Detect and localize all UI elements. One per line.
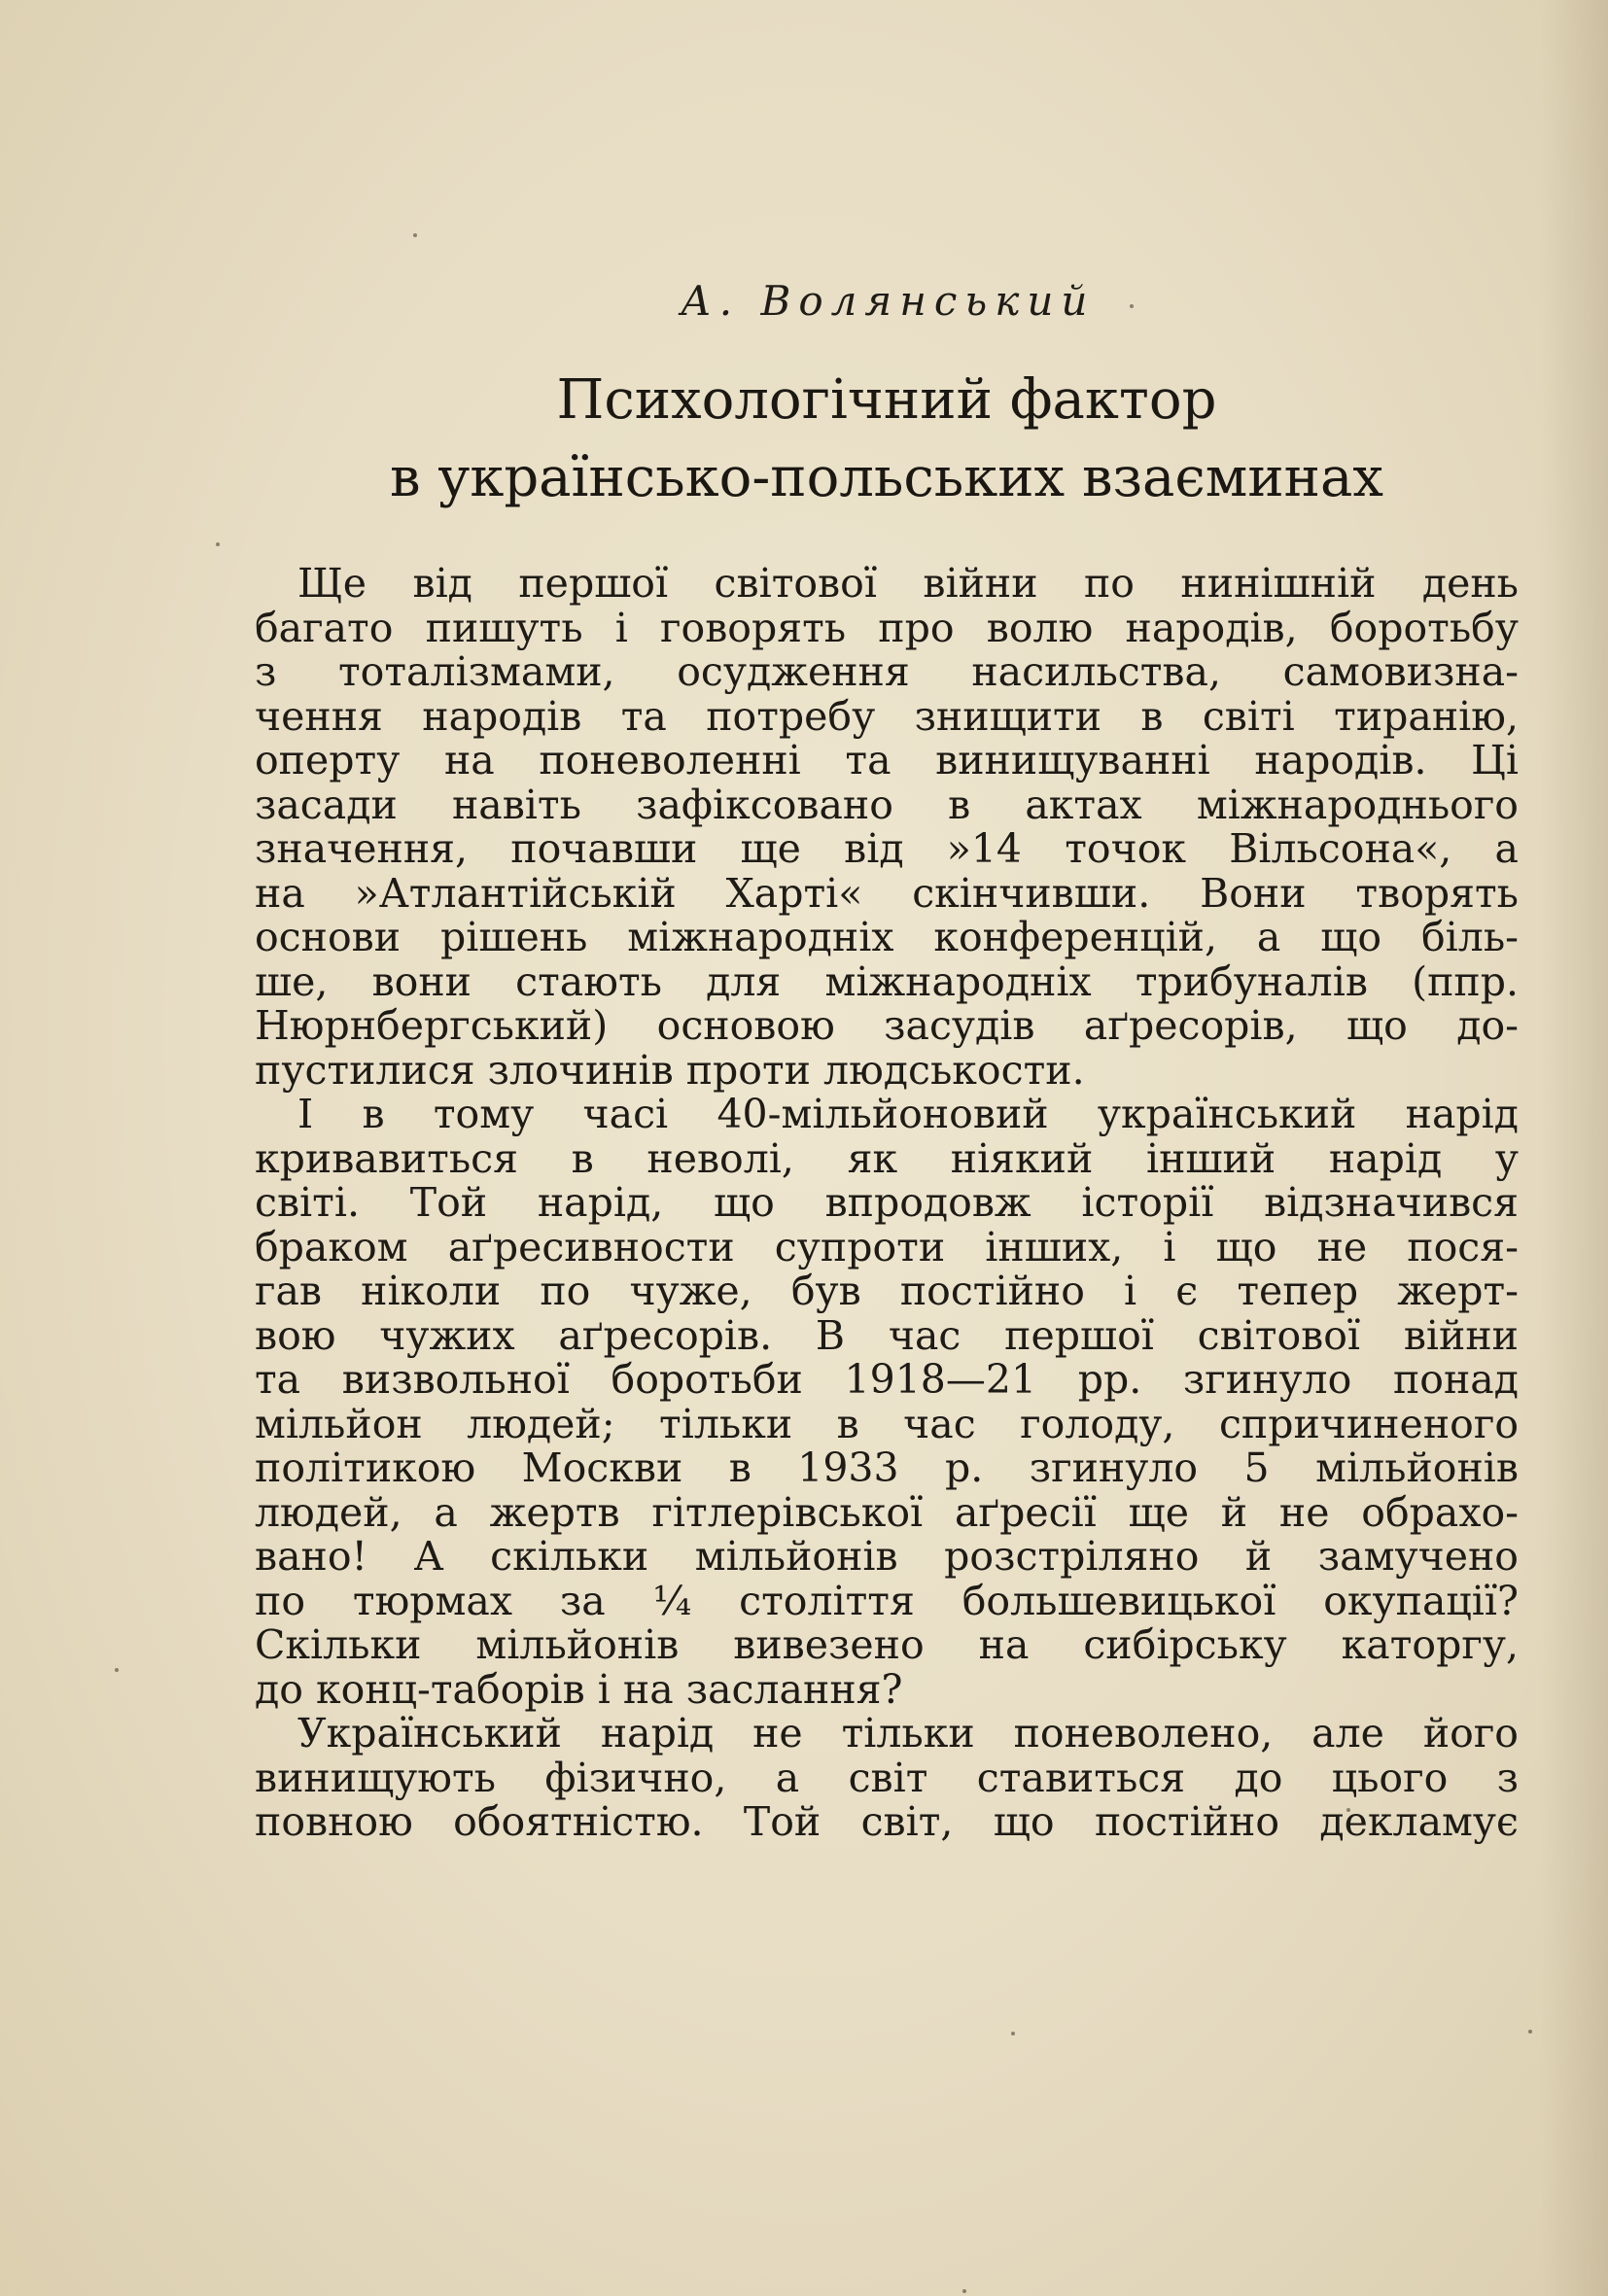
paragraph-3 (255, 1712, 1519, 1845)
paper-speck (115, 1668, 119, 1672)
text-line: чення народів та потребу знищити в світі тиранію, (255, 692, 1519, 740)
paper-speck (1011, 2032, 1015, 2035)
text-line: вою чужих аґресорів. В час першої світової війни (255, 1311, 1519, 1359)
paper-speck (1528, 2030, 1532, 2034)
page-edge-shadow (1540, 0, 1608, 2296)
article-body (255, 562, 1519, 1845)
text-line: пустилися злочинів проти людськости. (255, 1046, 1085, 1094)
text-line: Скільки мільйонів вивезено на сибірську каторгу, (255, 1621, 1519, 1668)
text-line: браком аґресивности супроти інших, і що не пося- (255, 1223, 1519, 1270)
text-line: з тоталізмами, осудження насильства, самовизна- (255, 648, 1519, 695)
text-line: основи рішень міжнародніх конференцій, а що біль- (255, 914, 1519, 960)
text-line: Український нарід не тільки поневолено, але його (297, 1710, 1519, 1757)
text-line: до конц-таборів і на заслання? (255, 1665, 903, 1713)
text-line: та визвольної боротьби 1918—21 рр. згинуло понад (255, 1356, 1519, 1403)
text-line: політикою Москви в 1933 р. згинуло 5 мільйонів (255, 1444, 1519, 1491)
paragraph-1 (255, 562, 1519, 1093)
text-line: повною обоятністю. Той світ, що постійно декламує (255, 1798, 1519, 1845)
text-line: гав ніколи по чуже, був постійно і є тепер жерт- (255, 1268, 1519, 1314)
text-line: оперту на поневоленні та винищуванні народів. Ці (255, 737, 1519, 783)
title-line-2: в українсько-польських взаєминах (390, 446, 1383, 509)
text-line: Нюрнбергський) основою засудів аґресорів, що до- (255, 1002, 1519, 1049)
text-line: винищують фізично, а світ ставиться до цього з (255, 1754, 1519, 1801)
author-name: А. Волянський (681, 277, 1096, 325)
text-line: на »Атлантійській Харті« скінчивши. Вони творять (255, 869, 1519, 917)
text-line: значення, почавши ще від »14 точок Вільсона«, а (255, 825, 1519, 872)
paper-speck (216, 542, 220, 546)
paper-speck (1130, 304, 1134, 308)
text-line: світі. Той нарід, що впродовж історії відзначився (255, 1179, 1519, 1226)
text-line: І в тому часі 40-мільйоновий український нарід (297, 1091, 1519, 1137)
text-line: мільйон людей; тільки в час голоду, спричиненого (255, 1400, 1519, 1447)
article-title (255, 362, 1519, 517)
paper-speck (962, 2289, 966, 2293)
title-line-1: Психологічний фактор (556, 368, 1217, 432)
text-line: засади навіть зафіксовано в актах міжнароднього (255, 781, 1519, 828)
text-line: багато пишуть і говорять про волю народів, боротьбу (255, 604, 1519, 651)
text-line: кривавиться в неволі, як ніякий інший нарід у (255, 1134, 1519, 1182)
text-line: людей, а жертв гітлерівської аґресії ще й не обрахо- (255, 1488, 1519, 1536)
paragraph-2 (255, 1093, 1519, 1712)
text-line: Ще від першої світової війни по нинішній день (297, 560, 1519, 607)
text-line: ше, вони стають для міжнародніх трибуналів (ппр. (255, 957, 1519, 1005)
text-line: вано! А скільки мільйонів розстріляно й замучено (255, 1533, 1519, 1580)
paper-speck (413, 233, 417, 237)
text-line: по тюрмах за ¼ століття большевицької окупації? (255, 1577, 1519, 1624)
